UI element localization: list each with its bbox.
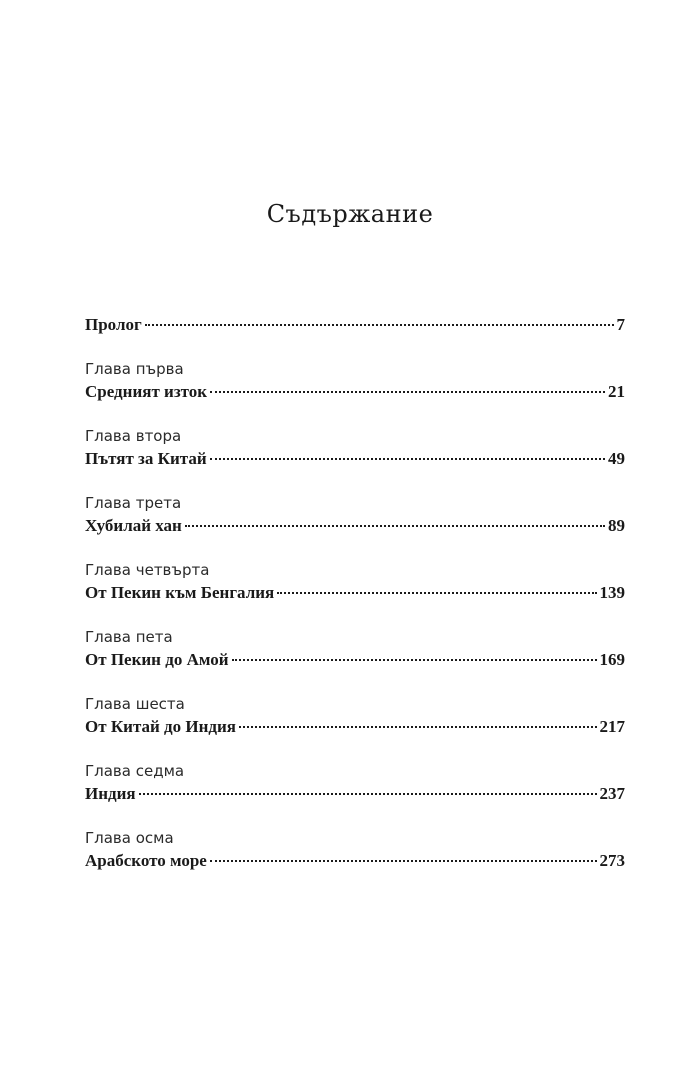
toc-entry-title: Арабското море (85, 851, 207, 870)
chapter-label: Глава седма (85, 762, 185, 780)
toc-entry-title: Индия (85, 784, 136, 803)
toc-entry-page: 217 (599, 717, 625, 736)
toc-line[interactable] (85, 848, 625, 874)
chapter-label: Глава шеста (85, 695, 185, 713)
toc-entry-chapter-4 (85, 560, 625, 606)
dot-leader (185, 525, 605, 527)
chapter-label: Глава първа (85, 360, 184, 378)
dot-leader (210, 860, 597, 862)
toc-entry-chapter-6 (85, 694, 625, 740)
toc-entry-title: От Пекин към Бенгалия (85, 583, 275, 602)
toc-entry-prologue (85, 312, 625, 338)
toc-entry-title: От Пекин до Амой (85, 650, 229, 669)
toc-line[interactable] (85, 714, 625, 740)
toc-line[interactable] (85, 513, 625, 539)
toc-entry-title: От Китай до Индия (85, 717, 237, 736)
toc-line[interactable] (85, 647, 625, 673)
toc-line[interactable] (85, 379, 625, 405)
toc-line[interactable] (85, 580, 625, 606)
toc-entry-chapter-3 (85, 493, 625, 539)
toc-entry-page: 49 (608, 449, 625, 468)
dot-leader (139, 793, 597, 795)
toc-entry-page: 169 (599, 650, 625, 669)
dot-leader (210, 458, 605, 460)
toc-entry-title: Хубилай хан (85, 516, 182, 535)
toc-entry-chapter-7 (85, 761, 625, 807)
toc-entry-chapter-8 (85, 828, 625, 874)
toc-entry-chapter-5 (85, 627, 625, 673)
chapter-label: Глава осма (85, 829, 174, 847)
toc-entry-page: 7 (616, 315, 625, 334)
dot-leader (239, 726, 596, 728)
dot-leader (277, 592, 596, 594)
toc-line[interactable] (85, 312, 625, 338)
table-of-contents (85, 312, 625, 874)
toc-entry-page: 273 (599, 851, 625, 870)
toc-entry-chapter-1 (85, 359, 625, 405)
chapter-label: Глава пета (85, 628, 173, 646)
chapter-label: Глава четвърта (85, 561, 210, 579)
toc-entry-page: 89 (608, 516, 625, 535)
toc-entry-page: 237 (599, 784, 625, 803)
chapter-label: Глава трета (85, 494, 182, 512)
dot-leader (145, 324, 614, 326)
toc-entry-title: Пътят за Китай (85, 449, 207, 468)
dot-leader (210, 391, 605, 393)
toc-entry-page: 139 (599, 583, 625, 602)
toc-entry-title: Средният изток (85, 382, 208, 401)
toc-entry-title: Пролог (85, 315, 142, 334)
toc-entry-chapter-2 (85, 426, 625, 472)
chapter-label: Глава втора (85, 427, 182, 445)
toc-line[interactable] (85, 446, 625, 472)
toc-entry-page: 21 (608, 382, 625, 401)
page-title: Съдържание (266, 200, 434, 228)
toc-line[interactable] (85, 781, 625, 807)
dot-leader (232, 659, 597, 661)
